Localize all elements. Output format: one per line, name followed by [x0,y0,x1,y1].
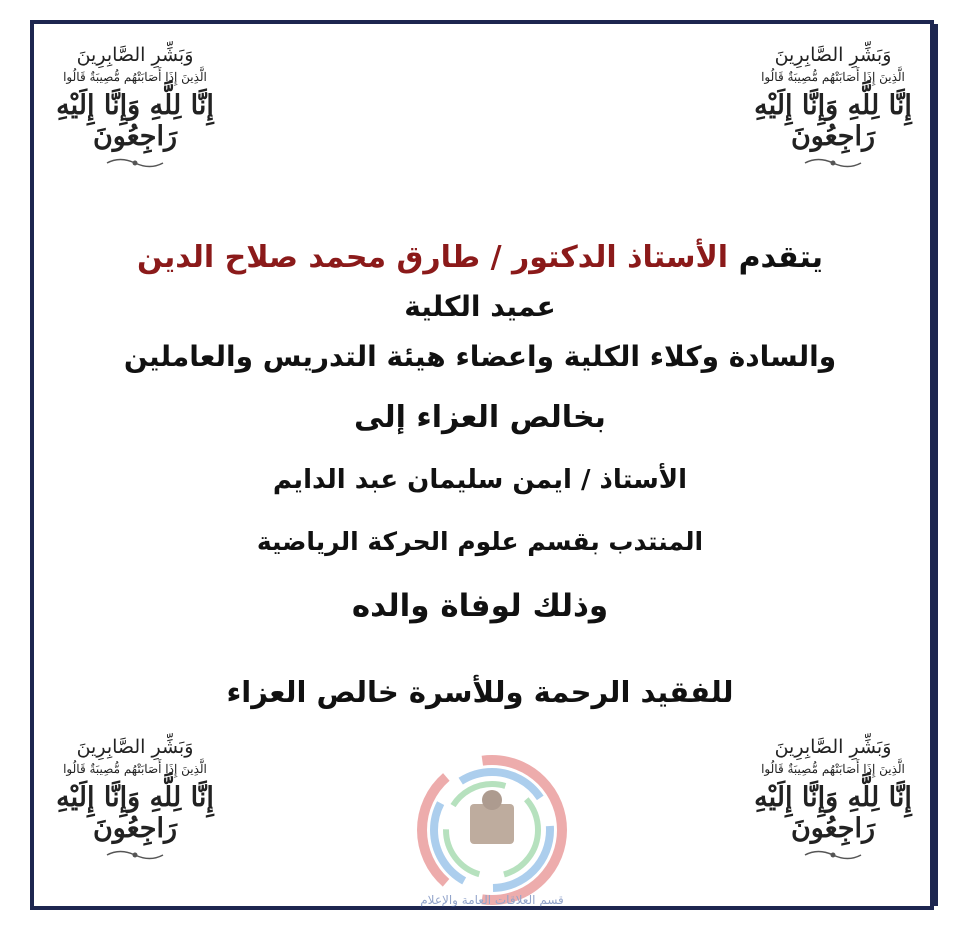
ornament-icon [105,156,165,170]
lead-word: يتقدم [738,240,823,275]
verse-line-2: الَّذِينَ إِذَا أَصَابَتْهُم مُّصِيبَةٌ قَالُوا [63,762,207,776]
verse-line-2: الَّذِينَ إِذَا أَصَابَتْهُم مُّصِيبَةٌ قَالُوا [761,762,905,776]
verse-line-2: الَّذِينَ إِذَا أَصَابَتْهُم مُّصِيبَةٌ قَالُوا [761,70,905,84]
dean-line [60,240,900,275]
dean-title: عميد الكلية [404,290,556,323]
verse-bottom-left [30,730,240,880]
recipient-name: الأستاذ / ايمن سليمان عبد الدايم [272,465,688,495]
department-line: المنتدب بقسم علوم الحركة الرياضية [256,527,704,556]
staff-line: والسادة وكلاء الكلية واعضاء هيئة التدريس والعاملين [123,340,837,373]
verse-line-1: وَبَشِّرِ الصَّابِرِينَ [774,44,892,66]
verse-line-2: الَّذِينَ إِذَا أَصَابَتْهُم مُّصِيبَةٌ قَالُوا [63,70,207,84]
verse-line-1: وَبَشِّرِ الصَّابِرِينَ [76,44,194,66]
reason-line: وذلك لوفاة والده [351,588,609,624]
verse-bottom-right [728,730,938,880]
verse-line-3: إِنَّا لِلَّهِ وَإِنَّا إِلَيْهِ رَاجِعُونَ [56,782,214,844]
seal-label: قسم العلاقات العامة والإعلام [420,893,564,907]
verse-line-1: وَبَشِّرِ الصَّابِرِينَ [76,736,194,758]
verse-line-3: إِنَّا لِلَّهِ وَإِنَّا إِلَيْهِ رَاجِعُونَ [754,782,912,844]
condolence-line: بخالص العزاء إلى [354,400,606,435]
ornament-icon [803,156,863,170]
prayer-line: للفقيد الرحمة وللأسرة خالص العزاء [226,675,734,709]
verse-line-1: وَبَشِّرِ الصَّابِرِينَ [774,736,892,758]
department-seal-logo [400,752,585,912]
ornament-icon [105,848,165,862]
dean-name: الأستاذ الدكتور / طارق محمد صلاح الدين [137,240,729,275]
ornament-icon [803,848,863,862]
verse-top-left [30,38,240,188]
verse-top-right [728,38,938,188]
verse-line-3: إِنَّا لِلَّهِ وَإِنَّا إِلَيْهِ رَاجِعُونَ [56,90,214,152]
verse-line-3: إِنَّا لِلَّهِ وَإِنَّا إِلَيْهِ رَاجِعُونَ [754,90,912,152]
